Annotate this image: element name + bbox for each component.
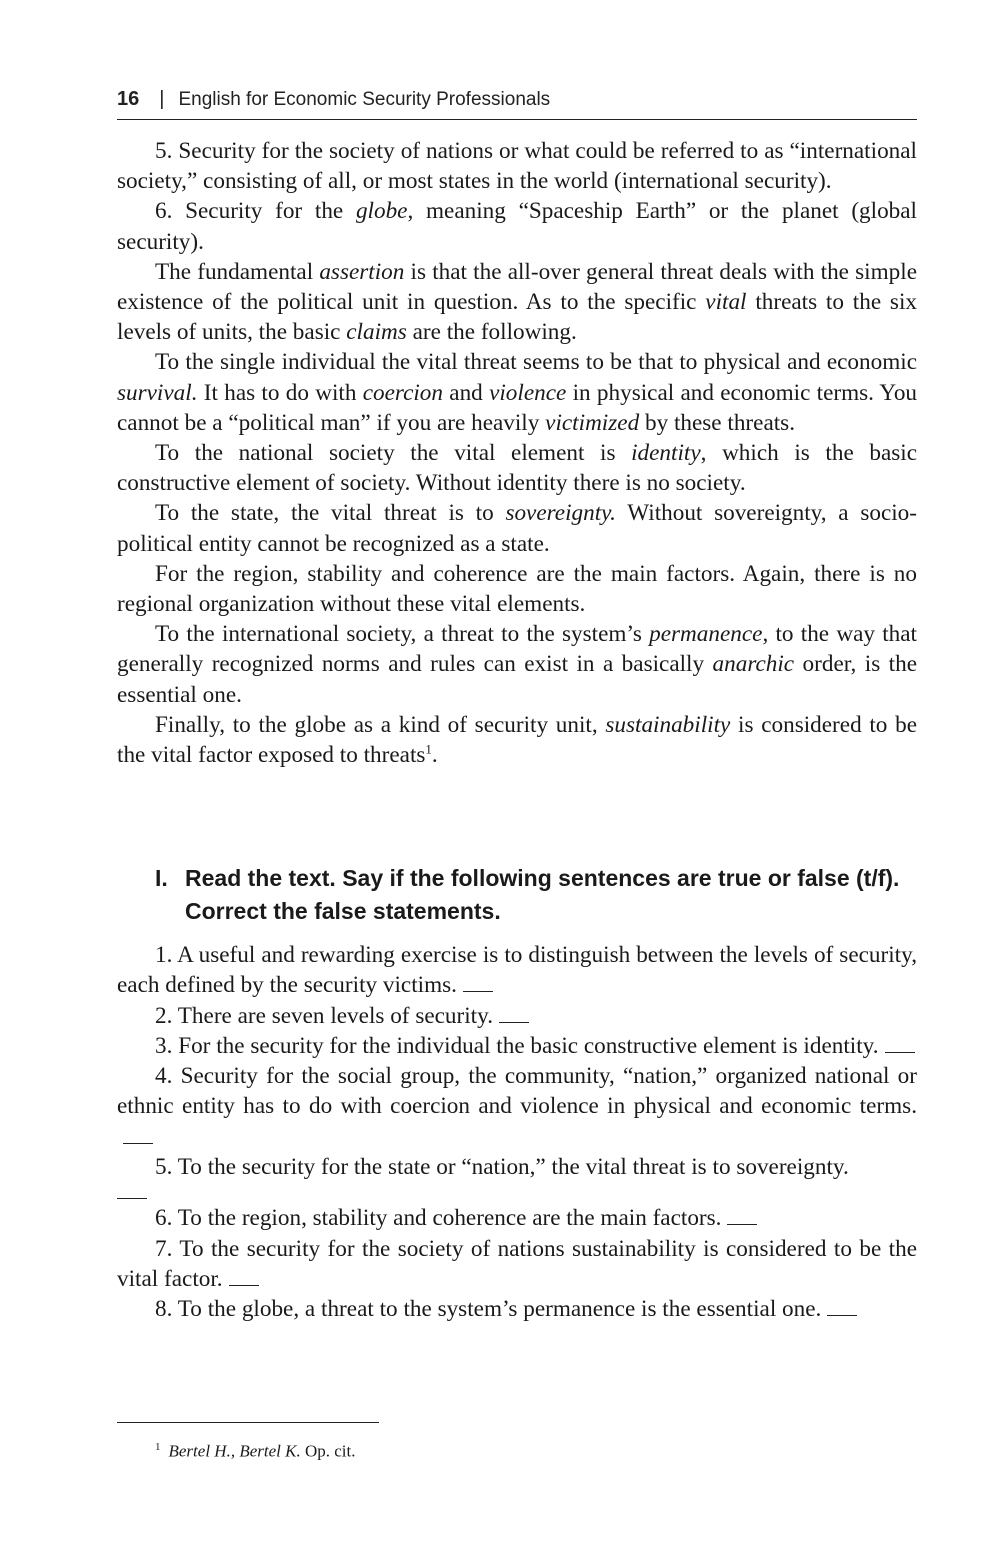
exercise-item: 8. To the globe, a threat to the system’s permanence is the essential one. — [117, 1294, 917, 1324]
exercise-item: 7. To the security for the society of nations sustainability is considered to be the vital factor. — [117, 1235, 917, 1292]
answer-blank[interactable] — [117, 1184, 147, 1199]
exercise-item: 3. For the security for the individual the basic constructive element is identity. — [117, 1031, 917, 1061]
paragraph: 5. Security for the society of nations or what could be referred to as “international society,” consisting of all, or most states in the world (international security). — [117, 138, 917, 195]
answer-blank[interactable] — [885, 1051, 915, 1053]
book-title: English for Economic Security Professionals — [178, 88, 551, 110]
paragraph: To the international society, a threat to the system’s permanence, to the way that generally recognized norms and rules can exist in a basically anarchic order, is the essential one. — [117, 621, 917, 708]
paragraph: For the region, stability and coherence are the main factors. Again, there is no regional organization without these vital elements. — [117, 560, 917, 618]
exercise-heading — [155, 862, 917, 928]
exercise-item: 6. To the region, stability and coherence are the main factors. — [117, 1203, 917, 1233]
answer-blank[interactable] — [229, 1284, 259, 1286]
header-separator: | — [159, 88, 165, 110]
paragraph: To the state, the vital threat is to sovereignty. Without sovereignty, a socio-political entity cannot be recognized as a state. — [117, 500, 917, 557]
exercise-instruction: Read the text. Say if the following sentences are true or false (t/f). Correct the false statements. — [185, 865, 900, 924]
exercise-item: 2. There are seven levels of security. — [117, 1001, 917, 1031]
footnote-reference[interactable]: 1 — [425, 741, 432, 757]
footnote-text: Op. cit. — [300, 1441, 356, 1461]
exercise-item: 5. To the security for the state or “nation,” the vital threat is to sovereignty. — [117, 1152, 917, 1199]
answer-blank[interactable] — [827, 1314, 857, 1316]
exercise-number: I. — [155, 865, 168, 891]
answer-blank[interactable] — [499, 1021, 529, 1023]
exercise-item: 1. A useful and rewarding exercise is to distinguish between the levels of security, each defined by the security victims. — [117, 942, 917, 999]
answer-blank[interactable] — [463, 990, 493, 992]
paragraph: To the national society the vital element is identity, which is the basic constructive element of society. Without identity there is no society. — [117, 440, 917, 497]
footnote-rule — [117, 1422, 379, 1423]
paragraph: The fundamental assertion is that the all-over general threat deals with the simple existence of the political unit in question. As to the specific vital threats to the six levels of units, the basic claims are the following. — [117, 258, 917, 346]
header-rule — [117, 119, 917, 120]
answer-blank[interactable] — [727, 1223, 757, 1225]
footnote-mark: 1 — [155, 1441, 161, 1453]
footnote — [155, 1436, 355, 1463]
page-number: 16 — [117, 88, 140, 110]
exercise-items — [117, 940, 917, 1325]
paragraph: To the single individual the vital threat seems to be that to physical and economic survival. It has to do with coercion and violence in physical and economic terms. You cannot be a “political man” if you are heavily victimized by these threats. — [117, 349, 918, 436]
footnote-authors: Bertel H., Bertel K. — [168, 1441, 301, 1461]
exercise-item: 4. Security for the social group, the community, “nation,” organized national or ethnic entity has to do with coercion and violence in physical and economic terms. — [117, 1061, 917, 1152]
answer-blank[interactable] — [123, 1142, 153, 1144]
paragraph: 6. Security for the globe, meaning “Spaceship Earth” or the planet (global security). — [117, 198, 918, 255]
main-text — [117, 136, 917, 770]
paragraph: Finally, to the globe as a kind of security unit, sustainability is considered to be the vital factor exposed to threats$^1$. — [117, 711, 917, 769]
running-header — [117, 88, 917, 111]
